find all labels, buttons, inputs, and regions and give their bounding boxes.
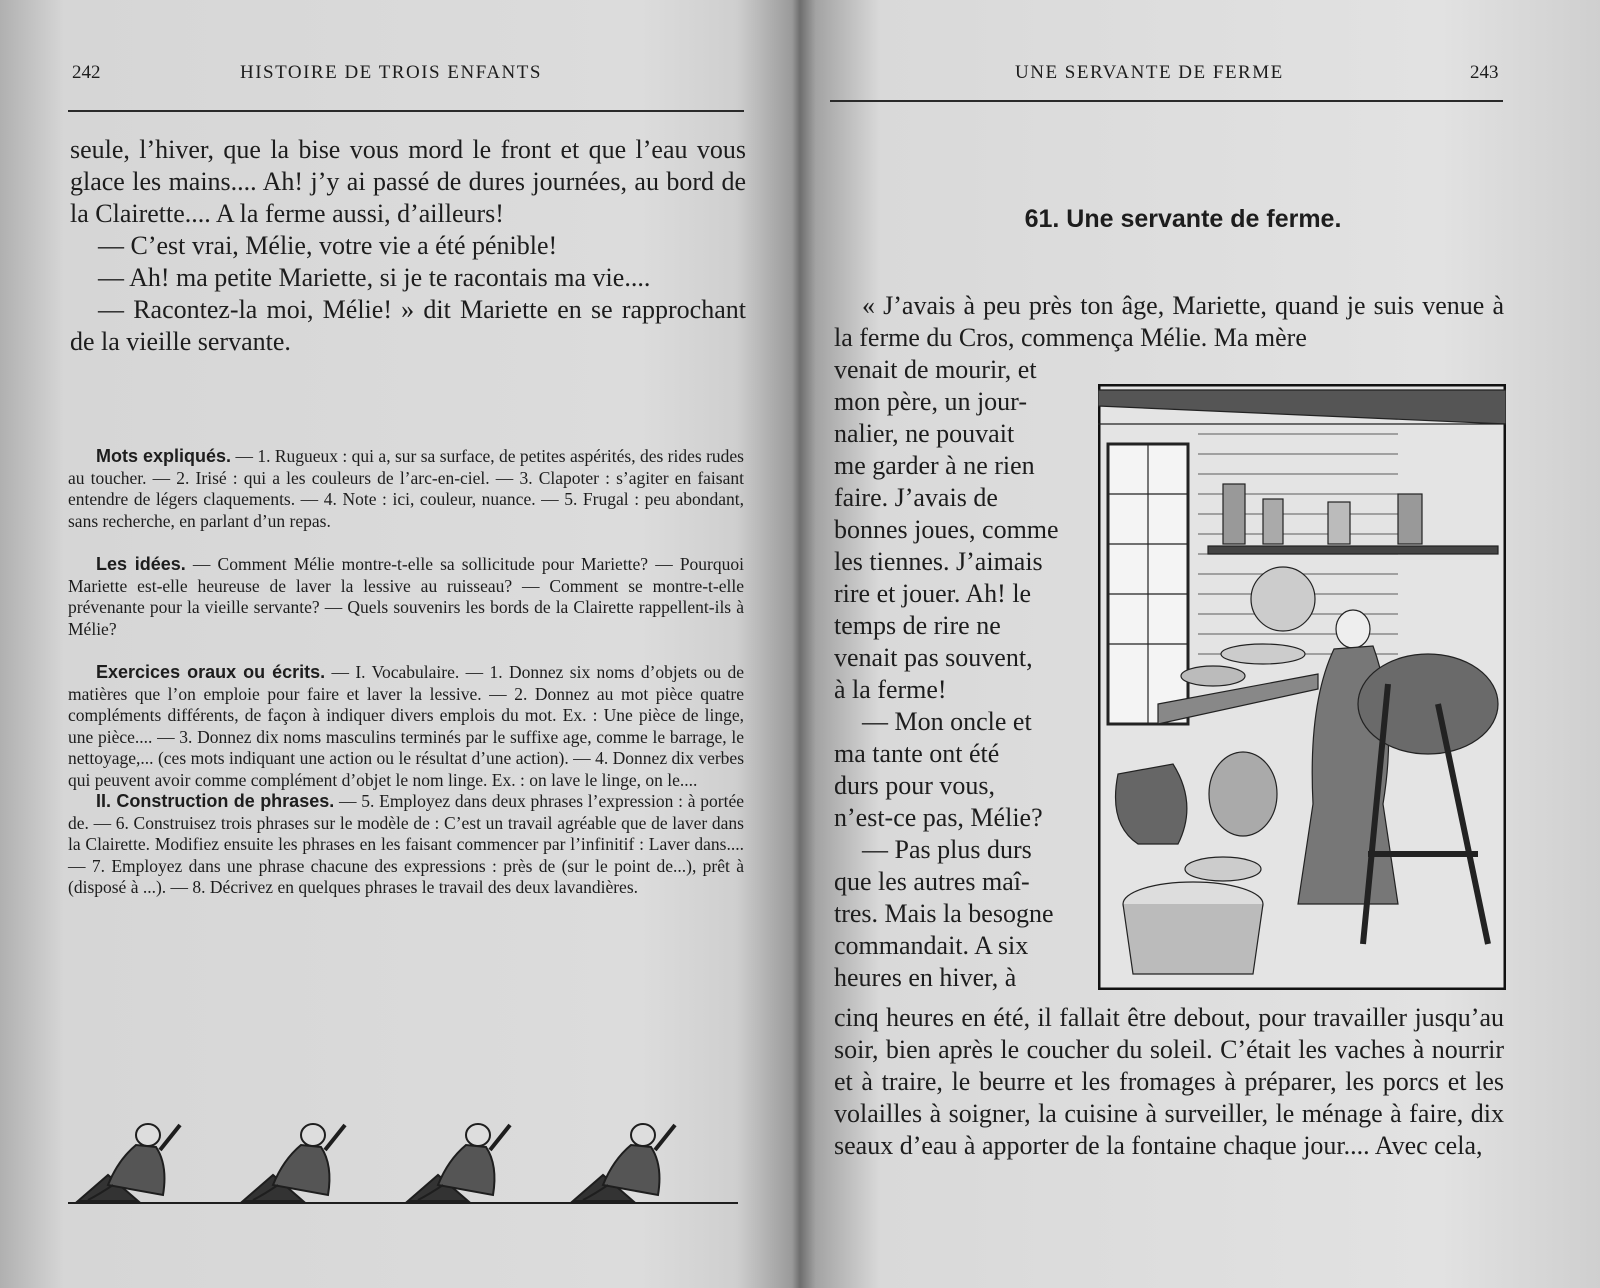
column-line: les tiennes. J’aimais [834,547,1043,576]
column-line: ma tante ont été [834,739,1000,768]
chapter-title: 61. Une servante de ferme. [1024,205,1342,233]
column-line: mon père, un jour- [834,387,1027,416]
notes-les-idees [68,554,744,640]
column-line: temps de rire ne [834,611,1001,640]
right-column-text [834,354,1086,994]
notes-exercices [68,662,744,791]
column-line: rire et jouer. Ah! le [834,579,1032,608]
notes-text: — 1. Rugueux : qui a, sur sa surface, de petites aspérités, des rides rudes au toucher. — 2. Irisé : qui a les couleurs de l’arc-en-ciel. — 3. Clapoter : s’agiter en faisant entendre de légers claquements. — 4. Note : ici, couleur, nuance. — 5. Frugal : peu abondant, sans recherche, en parlant d’un repas. [68,446,744,531]
column-line: bonnes joues, comme [834,515,1059,544]
paragraph: cinq heures en été, il fallait être debout, pour travailler jusqu’au soir, bien après le coucher du soleil. C’était les vaches à nourrir et à traire, le beurre et les fromages à préparer, les porcs et les volailles à soigner, la cuisine à surveiller, le ménage à faire, dix seaux d’eau à apporter de la fontaine chaque jour.... Avec cela, [834,1003,1504,1160]
column-line: durs pour vous, [834,771,996,800]
column-line: nalier, ne pouvait [834,419,1015,448]
exercise-notes [68,446,744,899]
washerwomen-frieze-illustration [68,1105,738,1210]
notes-construction [68,791,744,899]
column-line: commandait. A six [834,931,1029,960]
farm-kitchen-illustration [1098,384,1506,990]
paragraph: — Ah! ma petite Mariette, si je te racontais ma vie.... [98,263,651,292]
paragraph: — C’est vrai, Mélie, votre vie a été pénible! [98,231,558,260]
column-line: heures en hiver, à [834,963,1017,992]
right-intro-text [834,290,1504,354]
header-rule [830,100,1503,102]
paragraph: — Racontez-la moi, Mélie! » dit Mariette en se rapprochant de la vieille servante. [70,295,746,356]
paragraph: seule, l’hiver, que la bise vous mord le front et que l’eau vous glace les mains.... Ah! j’y ai passé de dures journées, au bord de la Clairette.... A la ferme aussi, d’ailleurs! [70,135,746,228]
notes-heading: Mots expliqués. [96,446,232,466]
column-line: que les autres maî- [834,867,1030,896]
column-line: me garder à ne rien [834,451,1035,480]
column-line: venait de mourir, et [834,355,1037,384]
running-head: HISTOIRE DE TROIS ENFANTS [240,62,542,83]
column-line: — Pas plus durs [862,835,1032,864]
notes-text: — I. Vocabulaire. — 1. Donnez six noms d’objets ou de matières que l’on emploie pour faire et laver la lessive. — 2. Donnez au mot pièce quatre compléments différents, de façon à indiquer divers emplois du mot. Ex. : Une pièce de linge, une pièce.... — 3. Donnez dix noms masculins terminés par le suffixe age, comme le barrage, le nettoyage,... (ces mots indiquant une action ou le résultat d’une action). — 4. Donnez dix verbes qui peuvent avoir comme complément d’objet le nom linge. Ex. : on lave le linge, on le.... [68,662,744,790]
notes-heading: II. Construction de phrases. [96,791,335,811]
column-line: à la ferme! [834,675,947,704]
header-rule [68,110,744,112]
notes-text: — Comment Mélie montre-t-elle sa sollicitude pour Mariette? — Pourquoi Mariette est-elle heureuse de laver la lessive au ruisseau? — Comment se montre-t-elle prévenante pour la vieille servante? — Quels souvenirs les bords de la Clairette rappellent-ils à Mélie? [68,554,744,639]
column-line: n’est-ce pas, Mélie? [834,803,1043,832]
notes-mots-expliques [68,446,744,532]
column-line: — Mon oncle et [862,707,1032,736]
column-line: tres. Mais la besogne [834,899,1054,928]
notes-text: — 5. Employez dans deux phrases l’expression : à portée de. — 6. Construisez trois phrases sur le modèle de : C’est un travail agréable que de laver dans la Clairette. Modifiez ensuite les phrases en les faisant commencer par l’infinitif : Laver dans.... — 7. Employez dans une phrase chacune des expressions : près de (sur le point de...), prêt à (disposé à ...). — 8. Décrivez en quelques phrases le travail des deux lavandières. [68,791,744,897]
left-body-text [70,134,746,358]
page-number: 242 [72,62,101,83]
column-line: venait pas souvent, [834,643,1033,672]
column-line: faire. J’avais de [834,483,998,512]
notes-heading: Exercices oraux ou écrits. [96,662,326,682]
notes-heading: Les idées. [96,554,186,574]
running-head: UNE SERVANTE DE FERME [1015,62,1284,83]
page-number: 243 [1470,62,1499,83]
paragraph: « J’avais à peu près ton âge, Mariette, quand je suis venue à la ferme du Cros, commença Mélie. Ma mère [834,291,1504,352]
right-continuation-text [834,1002,1504,1162]
